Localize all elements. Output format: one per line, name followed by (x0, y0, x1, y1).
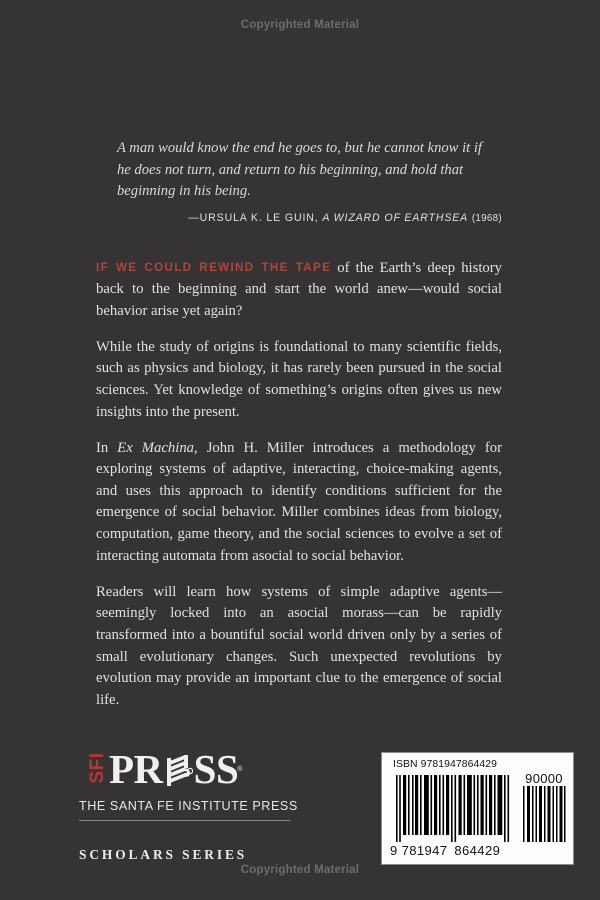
blurb-paragraph-3-pre: In (96, 439, 118, 456)
press-letters-pr: PR (109, 746, 163, 792)
ean5-addon-bars (522, 786, 566, 842)
blurb-leadin: IF WE COULD REWIND THE TAPE (96, 260, 332, 274)
publisher-name: THE SANTA FE INSTITUTE PRESS (79, 799, 298, 813)
blurb-paragraph-1 (96, 257, 502, 323)
ean-digit-group-2: 864429 (454, 843, 501, 858)
press-letters-ss: SS (193, 746, 239, 792)
epigraph-author: —URSULA K. LE GUIN, (188, 211, 319, 224)
epigraph-work-title: A WIZARD OF EARTHSEA (322, 211, 469, 224)
book-title-ex-machina: Ex Machina (117, 439, 195, 456)
blurb-body (96, 257, 502, 712)
blurb-paragraph-2: While the study of origins is foundational to many scientific fields, such as physics and biology, it has rarely been pursued in the social sciences. Yet knowledge of something’s origins often gives us new insights into the present. (96, 338, 502, 420)
sfi-logo-text: SFI (87, 752, 108, 784)
epigraph-year: (1968) (471, 212, 502, 224)
ean13-barcode-bars (393, 775, 511, 842)
blurb-paragraph-4: Readers will learn how systems of simple adaptive agents—seemingly locked into an asocial morass—can be rapidly transformed into a bountiful social world driven only by a series of small evolutionary changes. Such unexpected revolutions by evolution may provide an important clue to the emergence of social life. (96, 583, 502, 708)
isbn-label: ISBN 9781947864429 (393, 759, 498, 770)
sfi-press-logo (88, 744, 294, 790)
copyrighted-material-watermark-bottom: Copyrighted Material (240, 864, 360, 876)
copyrighted-material-watermark-top: Copyrighted Material (240, 19, 360, 31)
isbn-barcode-block (381, 752, 574, 865)
blurb-paragraph-3 (96, 438, 502, 568)
series-label: SCHOLARS SERIES (79, 847, 248, 862)
registered-trademark-icon: ® (237, 766, 242, 773)
ean-check-digit: 9 (390, 843, 398, 858)
blurb-paragraph-3-post: , John H. Miller introduces a methodology for exploring systems of adaptive, interacting, choice-making agents, and uses this approach to identify conditions sufficient for the emergence of social behavior. Miller combines ideas from biology, computation, game theory, and the social sciences to evolve a set of interacting automata from asocial to social behavior. (96, 439, 502, 564)
press-wordmark (109, 741, 242, 790)
blurb-paragraph-1-rest: of the Earth’s deep history back to the beginning and start the world anew—would social behavior arise yet again? (96, 259, 502, 319)
price-code-digits: 90000 (525, 771, 563, 786)
epigraph-quote: A man would know the end he goes to, but he cannot know it if he does not turn, and return to his beginning, and hold that beginning in his being. (117, 140, 482, 199)
ean-digit-group-1: 781947 (401, 843, 448, 858)
cover-text-column (96, 138, 502, 711)
sfi-chevron-mark-icon (163, 752, 193, 792)
publisher-block (79, 744, 298, 863)
epigraph-attribution (96, 212, 502, 224)
publisher-divider (79, 820, 290, 821)
ean13-human-readable-digits (390, 843, 518, 858)
